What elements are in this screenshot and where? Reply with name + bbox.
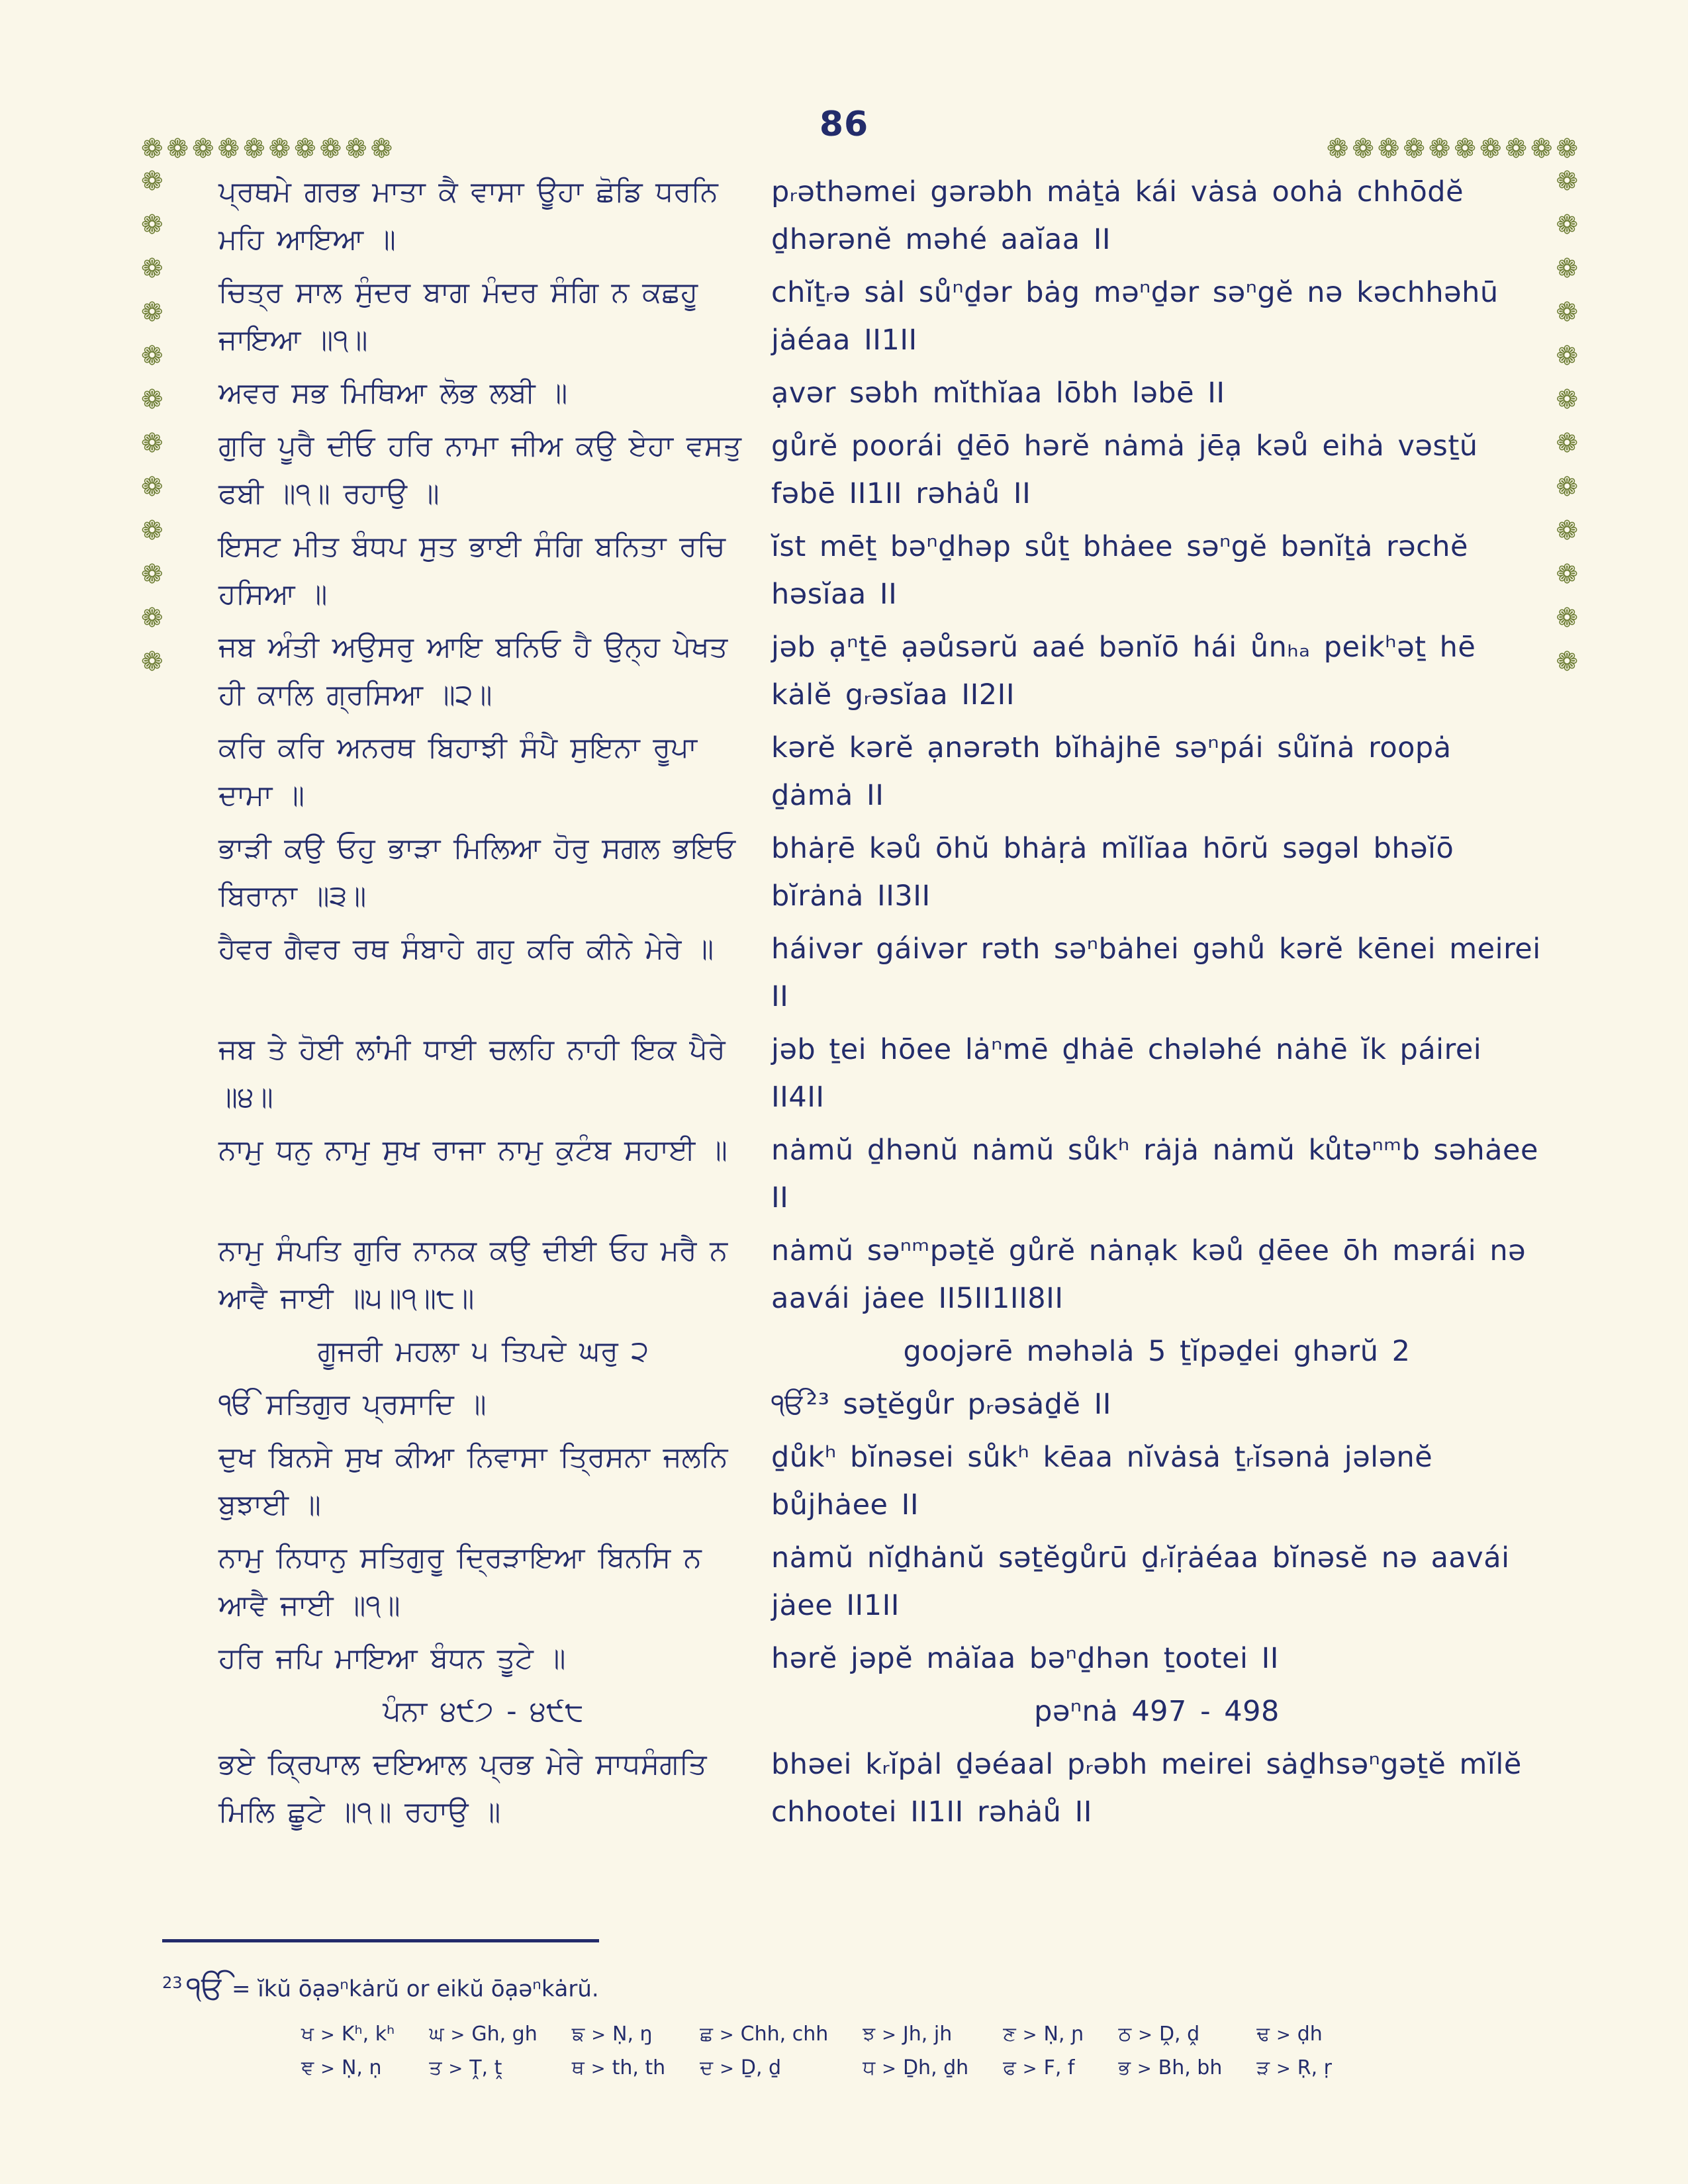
transliteration-text: ạvər səbh mĭthĭaa lōbh ləbē II <box>771 377 1225 410</box>
gurmukhi-letter: ੜ <box>1256 2056 1270 2080</box>
flower-icon: ❁ <box>1403 134 1425 164</box>
gurmukhi-letter: ਘ <box>429 2023 444 2046</box>
gurmukhi-text: ਨਾਮੁ ਸੰਪਤਿ ਗੁਰਿ ਨਾਨਕ ਕਉ ਦੀਈ ਓਹ ਮਰੈ ਨ ਆਵੈ ਜਾਈ ॥੫॥੧॥੮॥ <box>218 1234 728 1315</box>
transliteration-text: pᵣəthəmei gərəbh mȧṯȧ kái vȧsȧ oohȧ chhōdĕ ḏhərənĕ məhé aaĭaa II <box>771 175 1464 256</box>
verse-row <box>218 1741 1688 1836</box>
flower-icon: ❁ <box>1556 341 1578 371</box>
flower-icon: ❁ <box>141 603 164 633</box>
flower-border-right <box>1556 167 1578 676</box>
flower-icon: ❁ <box>141 134 164 164</box>
transliteration-text: jəb ṯei hōee lȧⁿmē ḏhȧē chələhé nȧhē ĭk páirei II4II <box>771 1033 1482 1114</box>
flower-icon: ❁ <box>1556 210 1578 240</box>
flower-icon: ❁ <box>1377 134 1400 164</box>
flower-icon: ❁ <box>268 134 291 164</box>
flower-icon: ❁ <box>1326 134 1349 164</box>
gurmukhi-text: ੴ ਸਤਿਗੁਰ ਪ੍ਰਸਾਦਿ ॥ <box>218 1388 487 1421</box>
flower-icon: ❁ <box>141 166 164 197</box>
verse-row <box>218 623 1688 719</box>
verse-row <box>218 724 1688 819</box>
letter-mapping <box>700 2056 828 2079</box>
latin-equivalent: Ṇ, ɲ <box>1043 2023 1084 2046</box>
verse-row <box>218 1328 1688 1375</box>
letter-mapping <box>429 2023 538 2046</box>
flower-icon: ❁ <box>1556 472 1578 502</box>
verse-row <box>218 422 1688 518</box>
verse-row <box>218 1688 1688 1735</box>
latin-equivalent: Jh, jh <box>902 2023 953 2046</box>
latin-equivalent: Ṇ, ŋ <box>612 2023 653 2046</box>
gurmukhi-letter: ਙ <box>571 2023 585 2046</box>
maps-to-symbol: > <box>882 2059 896 2079</box>
verse-row <box>218 1126 1688 1222</box>
transliteration-text: goojərē məhəlȧ 5 ṯĭpəḏei ghərŭ 2 <box>903 1335 1411 1368</box>
latin-equivalent: Ḏh, ḏh <box>902 2056 969 2080</box>
gurmukhi-letter: ਧ <box>863 2056 876 2080</box>
gurmukhi-text: ਨਾਮੁ ਧਨੁ ਨਾਮੁ ਸੁਖ ਰਾਜਾ ਨਾਮੁ ਕੁਟੰਬ ਸਹਾਈ ॥ <box>218 1134 727 1167</box>
gurmukhi-letter: ਞ <box>301 2056 314 2080</box>
gurmukhi-letter: ਫ <box>1003 2056 1016 2080</box>
transliteration-text: jəb ạⁿṯē ạəůsərŭ aaé bənĭō hái ůnₕₐ peikʰəṯ hē kȧlĕ gᵣəsĭaa II2II <box>771 631 1476 711</box>
transliteration-text: háivər gáivər rəth səⁿbȧhei gəhů kərĕ kēnei meirei II <box>771 933 1541 1013</box>
maps-to-symbol: > <box>1022 2059 1037 2079</box>
footnote-definition-text: = ĭkŭ ōạəⁿkȧrŭ or eikŭ ōạəⁿkȧrŭ. <box>231 1976 599 2003</box>
flower-icon: ❁ <box>1454 134 1476 164</box>
gurmukhi-letter: ਢ <box>1256 2023 1270 2046</box>
gurmukhi-text: ਹੈਵਰ ਗੈਵਰ ਰਥ ਸੰਬਾਹੇ ਗਹੁ ਕਰਿ ਕੀਨੇ ਮੇਰੇ ॥ <box>218 933 714 966</box>
flower-icon: ❁ <box>1556 253 1578 284</box>
gurmukhi-text: ਦੁਖ ਬਿਨਸੇ ਸੁਖ ਕੀਆ ਨਿਵਾਸਾ ਤ੍ਰਿਸਨਾ ਜਲਨਿ ਬੁਝਾਈ ॥ <box>218 1441 728 1522</box>
maps-to-symbol: > <box>1022 2025 1037 2046</box>
gurmukhi-letter: ਛ <box>700 2023 713 2046</box>
flower-icon: ❁ <box>1479 134 1502 164</box>
letter-mapping <box>301 2056 395 2079</box>
verse-row <box>218 369 1688 417</box>
transliteration-text: nȧmŭ nĭḏhȧnŭ səṯĕgůrū ḏᵣĭṛȧéaa bĭnəsĕ nə aavái jȧee II1II <box>771 1541 1510 1622</box>
letter-mapping <box>863 2023 968 2046</box>
flower-icon: ❁ <box>141 428 164 459</box>
flower-icon: ❁ <box>345 134 367 164</box>
flower-icon: ❁ <box>1530 134 1553 164</box>
latin-equivalent: Ṇ, ṇ <box>341 2056 382 2080</box>
gurmukhi-letter: ਥ <box>571 2056 585 2080</box>
latin-equivalent: Gh, gh <box>471 2023 538 2046</box>
maps-to-symbol: > <box>1137 2059 1152 2079</box>
letter-mapping <box>1256 2056 1332 2079</box>
maps-to-symbol: > <box>590 2059 606 2079</box>
gurmukhi-text: ਕਰਿ ਕਰਿ ਅਨਰਥ ਬਿਹਾਝੀ ਸੰਪੈ ਸੁਇਨਾ ਰੂਪਾ ਦਾਮਾ ॥ <box>218 731 698 812</box>
gurmukhi-text: ਗੂਜਰੀ ਮਹਲਾ ੫ ਤਿਪਦੇ ਘਰੁ ੨ <box>317 1335 649 1368</box>
flower-icon: ❁ <box>141 385 164 415</box>
gurmukhi-text: ਪੰਨਾ ੪੯੭ - ੪੯੮ <box>383 1695 584 1728</box>
letter-mapping <box>1003 2023 1084 2046</box>
letter-mapping <box>1118 2023 1222 2046</box>
gurmukhi-letter: ਣ <box>1003 2023 1016 2046</box>
gurmukhi-letter: ਤ <box>429 2056 442 2080</box>
flower-icon: ❁ <box>294 134 316 164</box>
maps-to-symbol: > <box>1276 2059 1291 2079</box>
transliteration-text: kərĕ kərĕ ạnərəth bĭhȧjhē səⁿpái sůĭnȧ roopȧ ḏȧmȧ II <box>771 731 1452 812</box>
letter-mapping <box>429 2056 538 2079</box>
ik-onkar-symbol: ੴ <box>186 1970 225 2007</box>
footnote-divider <box>162 1939 599 1942</box>
maps-to-symbol: > <box>591 2025 606 2046</box>
maps-to-symbol: > <box>1138 2025 1152 2046</box>
transliteration-text: ੴ²³ səṯĕgůr pᵣəsȧḏĕ II <box>771 1388 1111 1421</box>
transliteration-text: pəⁿnȧ 497 - 498 <box>1034 1695 1280 1728</box>
gurmukhi-text: ਜਬ ਤੇ ਹੋਈ ਲਾਂਮੀ ਧਾਈ ਚਲਹਿ ਨਾਹੀ ਇਕ ਪੈਰੇ ॥੪॥ <box>218 1033 726 1114</box>
verse-columns <box>0 144 1688 1836</box>
page-number: 86 <box>819 105 869 144</box>
maps-to-symbol: > <box>448 2059 463 2079</box>
gurmukhi-letter: ਝ <box>863 2023 876 2046</box>
flower-icon: ❁ <box>141 559 164 590</box>
gurmukhi-letter: ਖ <box>301 2023 314 2046</box>
footnote-marker: 23 <box>162 1974 183 1992</box>
flower-icon: ❁ <box>1556 166 1578 197</box>
letter-mapping <box>700 2023 828 2046</box>
gurmukhi-letter: ਭ <box>1118 2056 1131 2080</box>
transliteration-key-table <box>301 2023 1552 2079</box>
transliteration-text: nȧmŭ səⁿᵐpəṯĕ gůrĕ nȧnạk kəů ḏēee ōh mərái nə aavái jȧee II5II1II8II <box>771 1234 1526 1315</box>
latin-equivalent: Ṱ, ṱ <box>469 2056 502 2080</box>
verse-row <box>218 1227 1688 1322</box>
gurmukhi-text: ਚਿਤ੍ਰ ਸਾਲ ਸੁੰਦਰ ਬਾਗ ਮੰਦਰ ਸੰਗਿ ਨ ਕਛਹੂ ਜਾਇਆ ॥੧॥ <box>218 276 698 357</box>
gurmukhi-letter: ਠ <box>1118 2023 1132 2046</box>
transliteration-text: gůrĕ poorái ḏēō hərĕ nȧmȧ jēạ kəů eihȧ vəsṯŭ fəbē II1II rəhȧů II <box>771 430 1478 510</box>
flower-icon: ❁ <box>1556 603 1578 633</box>
flower-icon: ❁ <box>192 134 214 164</box>
flower-icon: ❁ <box>370 134 393 164</box>
flower-border-left <box>141 167 164 676</box>
letter-mapping <box>301 2023 395 2046</box>
verse-row <box>218 1534 1688 1629</box>
letter-mapping <box>1118 2056 1222 2079</box>
maps-to-symbol: > <box>1276 2025 1291 2046</box>
gurmukhi-text: ਭਏ ਕ੍ਰਿਪਾਲ ਦਇਆਲ ਪ੍ਰਭ ਮੇਰੇ ਸਾਧਸੰਗਤਿ ਮਿਲਿ ਛੂਟੇ ॥੧॥ ਰਹਾਉ ॥ <box>218 1748 707 1829</box>
latin-equivalent: th, th <box>612 2056 666 2080</box>
latin-equivalent: Bh, bh <box>1158 2056 1223 2080</box>
flower-icon: ❁ <box>141 341 164 371</box>
gurmukhi-text: ਅਵਰ ਸਭ ਮਿਥਿਆ ਲੋਭ ਲਬੀ ॥ <box>218 377 568 410</box>
flower-icon: ❁ <box>166 134 189 164</box>
flower-border-top-left <box>141 134 393 163</box>
verse-row <box>218 1635 1688 1682</box>
maps-to-symbol: > <box>720 2059 734 2079</box>
flower-icon: ❁ <box>141 210 164 240</box>
letter-mapping <box>572 2023 665 2046</box>
verse-row <box>218 1026 1688 1121</box>
flower-icon: ❁ <box>217 134 240 164</box>
latin-equivalent: F, f <box>1043 2056 1075 2080</box>
flower-border-top-right <box>1327 134 1578 163</box>
flower-icon: ❁ <box>141 472 164 502</box>
latin-equivalent: ḍh <box>1297 2023 1323 2046</box>
maps-to-symbol: > <box>450 2025 465 2046</box>
flower-icon: ❁ <box>1556 647 1578 677</box>
latin-equivalent: Ḓ, ḓ <box>1158 2023 1200 2046</box>
flower-icon: ❁ <box>1505 134 1527 164</box>
letter-mapping <box>863 2056 968 2079</box>
gurmukhi-text: ਭਾੜੀ ਕਉ ਓਹੁ ਭਾੜਾ ਮਿਲਿਆ ਹੋਰੁ ਸਗਲ ਭਇਓ ਬਿਰਾਨਾ ॥੩॥ <box>218 832 736 913</box>
verse-row <box>218 1381 1688 1428</box>
letter-mapping <box>572 2056 665 2079</box>
flower-icon: ❁ <box>1556 134 1578 164</box>
flower-icon: ❁ <box>141 647 164 677</box>
latin-equivalent: Kʰ, kʰ <box>341 2023 395 2046</box>
gurmukhi-text: ਹਰਿ ਜਪਿ ਮਾਇਆ ਬੰਧਨ ਤੂਟੇ ॥ <box>218 1642 566 1675</box>
gurmukhi-text: ਨਾਮੁ ਨਿਧਾਨੁ ਸਤਿਗੁਰੂ ਦ੍ਰਿੜਾਇਆ ਬਿਨਸਿ ਨ ਆਵੈ ਜਾਈ ॥੧॥ <box>218 1541 702 1622</box>
flower-icon: ❁ <box>1428 134 1451 164</box>
flower-icon: ❁ <box>243 134 265 164</box>
verse-row <box>218 269 1688 364</box>
flower-icon: ❁ <box>1352 134 1374 164</box>
letter-mapping <box>1256 2023 1332 2046</box>
flower-icon: ❁ <box>1556 516 1578 546</box>
transliteration-text: nȧmŭ ḏhənŭ nȧmŭ sůkʰ rȧjȧ nȧmŭ kůtəⁿᵐb səhȧee II <box>771 1134 1538 1214</box>
gurmukhi-text: ਗੁਰਿ ਪੂਰੈ ਦੀਓ ਹਰਿ ਨਾਮਾ ਜੀਅ ਕਉ ਏਹਾ ਵਸਤੁ ਫਬੀ ॥੧॥ ਰਹਾਉ ॥ <box>218 430 741 510</box>
footnote-definition <box>162 1968 1552 2007</box>
gurmukhi-letter: ਦ <box>700 2056 714 2080</box>
flower-icon: ❁ <box>1556 559 1578 590</box>
transliteration-text: hərĕ jəpĕ mȧĭaa bəⁿḏhən ṯootei II <box>771 1642 1279 1675</box>
transliteration-text: ĭst mēṯ bəⁿḏhəp sůṯ bhȧee səⁿgĕ bənĭṯȧ rəchĕ həsĭaa II <box>771 530 1468 611</box>
gurmukhi-text: ਪ੍ਰਥਮੇ ਗਰਭ ਮਾਤਾ ਕੈ ਵਾਸਾ ਊਹਾ ਛੋਡਿ ਧਰਨਿ ਮਹਿ ਆਇਆ ॥ <box>218 175 718 256</box>
flower-icon: ❁ <box>1556 385 1578 415</box>
maps-to-symbol: > <box>719 2025 734 2046</box>
verse-row <box>218 1433 1688 1529</box>
transliteration-text: chĭṯᵣə sȧl sůⁿḏər bȧg məⁿḏər səⁿgĕ nə kəchhəhū jȧéaa II1II <box>771 276 1499 357</box>
transliteration-text: bhəei kᵣĭpȧl ḏəéaal pᵣəbh meirei sȧḏhsəⁿgəṯĕ mĭlĕ chhootei II1II rəhȧů II <box>771 1748 1522 1829</box>
footnote <box>162 1939 1552 2079</box>
flower-icon: ❁ <box>141 297 164 328</box>
latin-equivalent: Ṛ, ṛ <box>1297 2056 1333 2080</box>
transliteration-text: ḏůkʰ bĭnəsei sůkʰ kēaa nĭvȧsȧ ṯᵣĭsənȧ jələnĕ bůjhȧee II <box>771 1441 1433 1522</box>
verse-row <box>218 925 1688 1021</box>
transliteration-text: bhȧṛē kəů ōhŭ bhȧṛȧ mĭlĭaa hōrŭ səgəl bhəĭō bĭrȧnȧ II3II <box>771 832 1454 913</box>
maps-to-symbol: > <box>320 2025 335 2046</box>
flower-icon: ❁ <box>319 134 342 164</box>
flower-icon: ❁ <box>1556 297 1578 328</box>
flower-icon: ❁ <box>1556 428 1578 459</box>
flower-icon: ❁ <box>141 253 164 284</box>
verse-row <box>218 825 1688 920</box>
flower-icon: ❁ <box>141 516 164 546</box>
latin-equivalent: Ḏ, ḏ <box>740 2056 782 2080</box>
maps-to-symbol: > <box>882 2025 896 2046</box>
gurmukhi-text: ਇਸਟ ਮੀਤ ਬੰਧਪ ਸੁਤ ਭਾਈ ਸੰਗਿ ਬਨਿਤਾ ਰਚਿ ਹਸਿਆ ॥ <box>218 530 726 611</box>
latin-equivalent: Chh, chh <box>740 2023 829 2046</box>
letter-mapping <box>1003 2056 1084 2079</box>
verse-row <box>218 168 1688 263</box>
verse-row <box>218 523 1688 618</box>
gurmukhi-text: ਜਬ ਅੰਤੀ ਅਉਸਰੁ ਆਇ ਬਨਿਓ ਹੈ ਉਨ੍ਹ ਪੇਖਤ ਹੀ ਕਾਲਿ ਗ੍ਰਸਿਆ ॥੨॥ <box>218 631 728 711</box>
maps-to-symbol: > <box>320 2059 335 2079</box>
